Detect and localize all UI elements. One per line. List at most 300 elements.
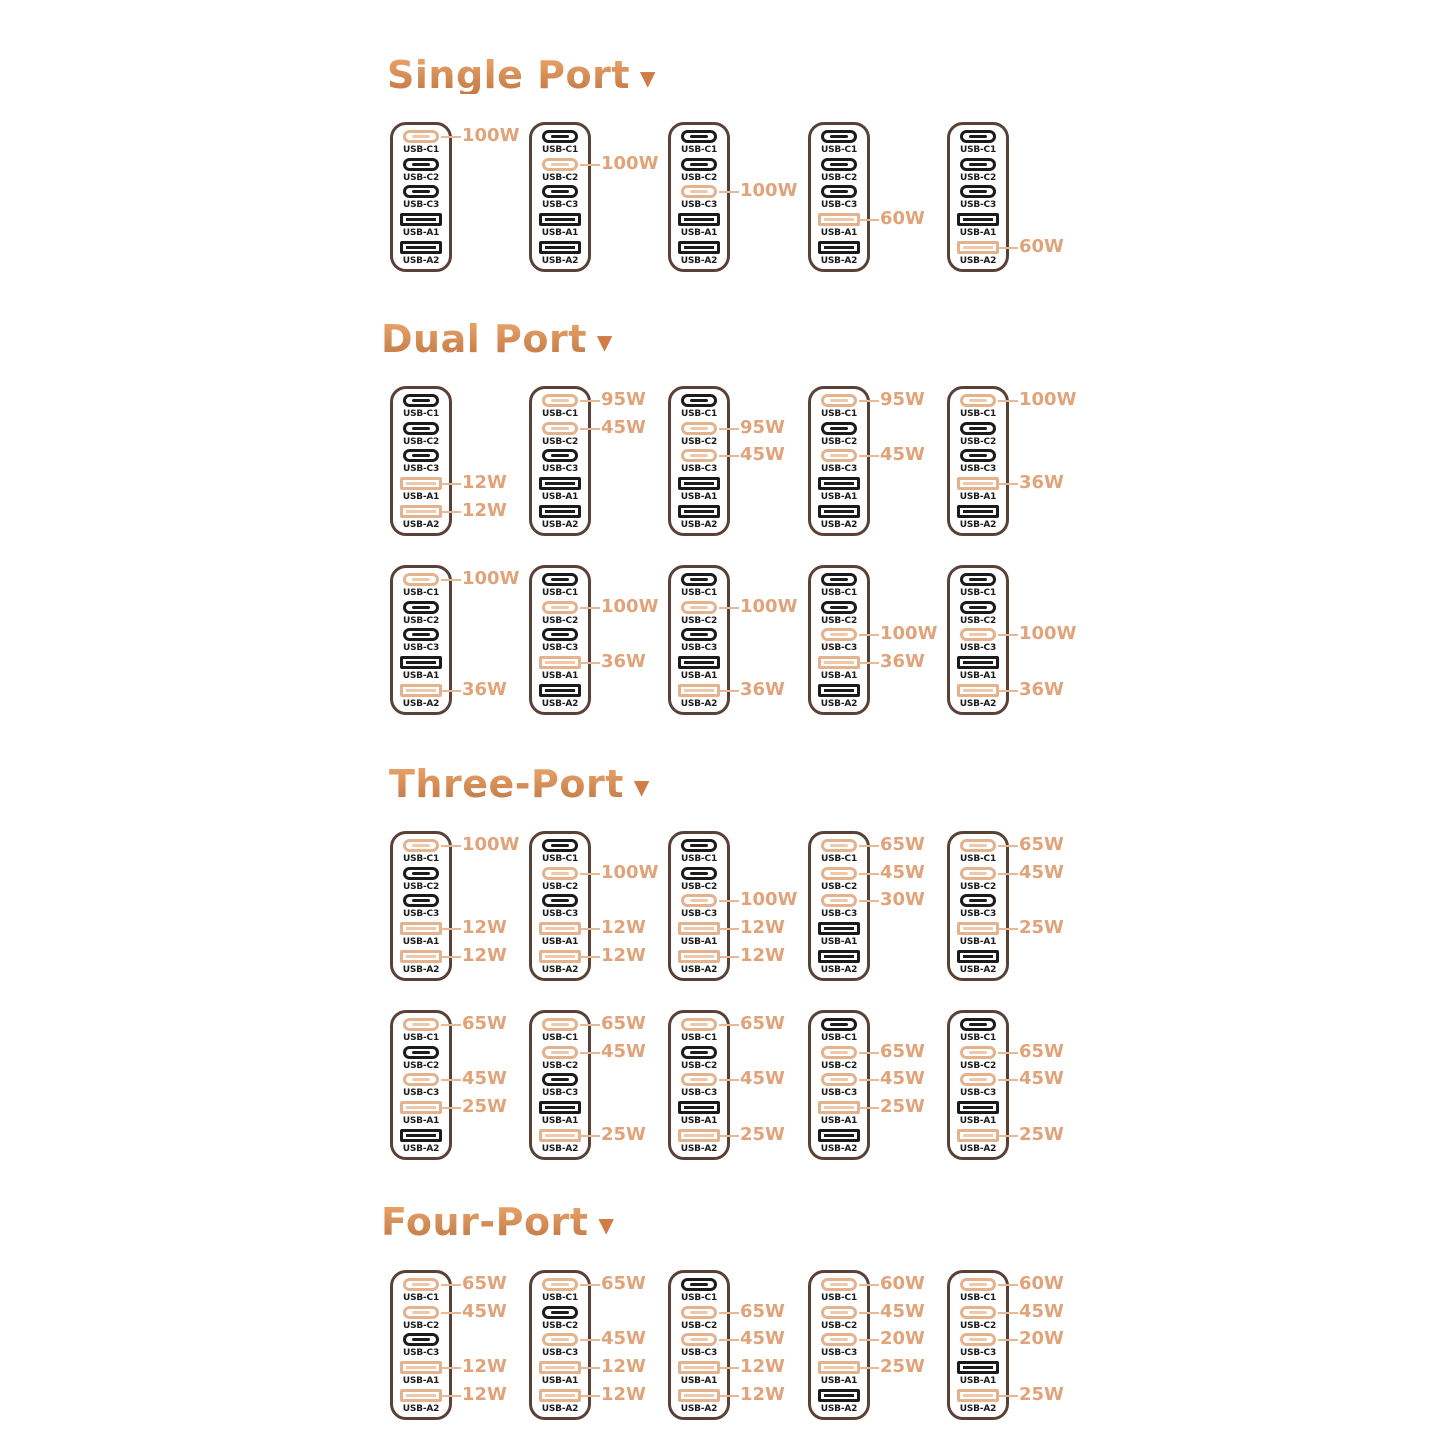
- usb-c-port-icon: [403, 1306, 439, 1319]
- usb-a-port-icon: [957, 1101, 999, 1114]
- port-usb-c1: [817, 572, 861, 600]
- port-usb-a2: [817, 1128, 861, 1156]
- port-label: USB-A2: [959, 699, 997, 709]
- port-usb-a1: [956, 212, 1000, 240]
- port-label: USB-A1: [820, 228, 858, 238]
- usb-a-port-icon: [678, 241, 720, 254]
- port-usb-a2: [956, 949, 1000, 977]
- port-usb-c1: [677, 838, 721, 866]
- usb-c-port-icon: [681, 1073, 717, 1086]
- leader-line: [580, 607, 600, 609]
- port-usb-a1: [956, 1360, 1000, 1388]
- port-usb-c1: [817, 1277, 861, 1305]
- leader-line: [998, 1312, 1018, 1314]
- usb-a-port-icon: [957, 505, 999, 518]
- port-usb-c1: [677, 1017, 721, 1045]
- port-usb-c3: [399, 184, 443, 212]
- port-label: USB-C1: [820, 1293, 858, 1303]
- charger-diagram: [529, 565, 591, 715]
- port-label: USB-A2: [541, 1144, 579, 1154]
- port-label: USB-C2: [680, 437, 718, 447]
- usb-a-port-icon: [957, 1129, 999, 1142]
- port-usb-c2: [677, 421, 721, 449]
- wattage-label: 12W: [740, 945, 785, 966]
- port-usb-a2: [538, 240, 582, 268]
- charger-diagram: [808, 1010, 870, 1160]
- port-usb-c3: [399, 448, 443, 476]
- port-usb-a2: [817, 683, 861, 711]
- port-label: USB-C3: [680, 200, 718, 210]
- port-usb-c3: [817, 893, 861, 921]
- port-label: USB-C3: [541, 643, 579, 653]
- leader-line: [580, 400, 600, 402]
- leader-line: [859, 900, 879, 902]
- port-usb-a1: [399, 212, 443, 240]
- leader-line: [719, 1079, 739, 1081]
- port-usb-c3: [677, 184, 721, 212]
- port-usb-a2: [399, 1388, 443, 1416]
- usb-c-port-icon: [821, 839, 857, 852]
- port-usb-a1: [399, 1360, 443, 1388]
- wattage-label: 45W: [601, 417, 646, 438]
- wattage-label: 65W: [462, 1013, 507, 1034]
- wattage-label: 30W: [880, 889, 925, 910]
- wattage-label: 25W: [740, 1124, 785, 1145]
- port-label: USB-C1: [959, 145, 997, 155]
- port-label: USB-A2: [402, 1144, 440, 1154]
- port-usb-c3: [677, 627, 721, 655]
- wattage-label: 12W: [601, 945, 646, 966]
- usb-a-port-icon: [539, 1129, 581, 1142]
- usb-a-port-icon: [957, 950, 999, 963]
- leader-line: [441, 1079, 461, 1081]
- usb-c-port-icon: [542, 130, 578, 143]
- port-usb-a1: [677, 1100, 721, 1128]
- charger-diagram: [390, 122, 452, 272]
- port-label: USB-C1: [820, 145, 858, 155]
- port-usb-a1: [817, 1360, 861, 1388]
- wattage-label: 36W: [740, 679, 785, 700]
- usb-a-port-icon: [539, 1101, 581, 1114]
- section-heading: [381, 1200, 615, 1244]
- port-usb-a1: [538, 655, 582, 683]
- usb-a-port-icon: [818, 477, 860, 490]
- port-usb-c2: [538, 421, 582, 449]
- port-label: USB-C2: [820, 1321, 858, 1331]
- usb-c-port-icon: [542, 1333, 578, 1346]
- port-label: USB-C1: [402, 1033, 440, 1043]
- port-label: USB-C3: [402, 643, 440, 653]
- wattage-label: 100W: [740, 889, 798, 910]
- port-usb-c1: [538, 393, 582, 421]
- port-label: USB-C3: [680, 1348, 718, 1358]
- port-usb-c3: [399, 1072, 443, 1100]
- leader-line: [719, 1024, 739, 1026]
- usb-c-port-icon: [821, 1073, 857, 1086]
- port-usb-c2: [956, 866, 1000, 894]
- leader-line: [998, 247, 1018, 249]
- port-usb-c3: [956, 627, 1000, 655]
- port-label: USB-C2: [959, 173, 997, 183]
- usb-c-port-icon: [960, 130, 996, 143]
- leader-line: [998, 1052, 1018, 1054]
- wattage-label: 65W: [1019, 1041, 1064, 1062]
- section-title: Dual Port: [381, 317, 587, 361]
- port-label: USB-C1: [541, 854, 579, 864]
- port-usb-a2: [817, 1388, 861, 1416]
- usb-c-port-icon: [681, 422, 717, 435]
- port-label: USB-C3: [959, 909, 997, 919]
- usb-c-port-icon: [403, 1073, 439, 1086]
- leader-line: [859, 400, 879, 402]
- wattage-label: 65W: [601, 1013, 646, 1034]
- leader-line: [998, 483, 1018, 485]
- usb-a-port-icon: [818, 1101, 860, 1114]
- charger-diagram: [808, 565, 870, 715]
- charger-diagram: [390, 1270, 452, 1420]
- usb-c-port-icon: [542, 867, 578, 880]
- wattage-label: 45W: [880, 444, 925, 465]
- charger-diagram: [668, 122, 730, 272]
- wattage-label: 12W: [740, 917, 785, 938]
- wattage-label: 45W: [601, 1328, 646, 1349]
- leader-line: [859, 634, 879, 636]
- usb-c-port-icon: [403, 628, 439, 641]
- port-label: USB-A1: [959, 492, 997, 502]
- port-label: USB-C2: [680, 616, 718, 626]
- port-label: USB-C3: [959, 200, 997, 210]
- port-label: USB-C1: [541, 1033, 579, 1043]
- port-usb-c1: [956, 838, 1000, 866]
- leader-line: [719, 1395, 739, 1397]
- triangle-down-icon: ▼: [596, 329, 613, 354]
- port-usb-c1: [677, 1277, 721, 1305]
- port-usb-c3: [956, 893, 1000, 921]
- leader-line: [719, 607, 739, 609]
- wattage-label: 12W: [462, 500, 507, 521]
- port-usb-a1: [677, 921, 721, 949]
- port-usb-c1: [399, 129, 443, 157]
- wattage-label: 36W: [880, 651, 925, 672]
- port-usb-c2: [677, 1305, 721, 1333]
- port-label: USB-A1: [959, 1116, 997, 1126]
- port-label: USB-C3: [680, 1088, 718, 1098]
- port-label: USB-A1: [680, 937, 718, 947]
- wattage-label: 45W: [462, 1301, 507, 1322]
- port-label: USB-A2: [959, 1144, 997, 1154]
- usb-a-port-icon: [678, 505, 720, 518]
- port-label: USB-C3: [541, 909, 579, 919]
- port-usb-a2: [399, 683, 443, 711]
- usb-c-port-icon: [403, 573, 439, 586]
- charger-diagram: [808, 831, 870, 981]
- usb-c-port-icon: [681, 158, 717, 171]
- leader-line: [859, 1312, 879, 1314]
- port-label: USB-A1: [959, 1376, 997, 1386]
- port-label: USB-C1: [959, 1293, 997, 1303]
- wattage-label: 25W: [880, 1096, 925, 1117]
- leader-line: [441, 1107, 461, 1109]
- port-usb-a2: [677, 683, 721, 711]
- port-label: USB-C2: [820, 437, 858, 447]
- usb-a-port-icon: [539, 922, 581, 935]
- port-label: USB-C3: [402, 200, 440, 210]
- leader-line: [859, 219, 879, 221]
- usb-c-port-icon: [542, 185, 578, 198]
- port-label: USB-A2: [541, 1404, 579, 1414]
- charger-diagram: [808, 1270, 870, 1420]
- port-label: USB-A2: [959, 520, 997, 530]
- charger-diagram: [529, 386, 591, 536]
- section-heading: [387, 53, 656, 97]
- leader-line: [580, 1284, 600, 1286]
- wattage-label: 65W: [880, 1041, 925, 1062]
- wattage-label: 65W: [1019, 834, 1064, 855]
- usb-a-port-icon: [678, 684, 720, 697]
- port-usb-c1: [399, 393, 443, 421]
- port-label: USB-C2: [680, 173, 718, 183]
- port-label: USB-C3: [402, 1348, 440, 1358]
- port-label: USB-A1: [402, 228, 440, 238]
- section-title: Four-Port: [381, 1200, 589, 1244]
- usb-a-port-icon: [818, 656, 860, 669]
- port-label: USB-C2: [541, 1321, 579, 1331]
- port-label: USB-A1: [541, 671, 579, 681]
- port-usb-c3: [817, 448, 861, 476]
- wattage-label: 100W: [462, 568, 520, 589]
- port-usb-c2: [399, 866, 443, 894]
- wattage-label: 45W: [1019, 862, 1064, 883]
- port-label: USB-A2: [959, 256, 997, 266]
- usb-c-port-icon: [403, 1018, 439, 1031]
- port-label: USB-A1: [820, 671, 858, 681]
- port-usb-c2: [538, 1045, 582, 1073]
- port-label: USB-A2: [959, 1404, 997, 1414]
- usb-c-port-icon: [403, 1278, 439, 1291]
- port-usb-c2: [677, 866, 721, 894]
- usb-a-port-icon: [539, 1389, 581, 1402]
- port-label: USB-A2: [680, 1144, 718, 1154]
- charger-diagram: [947, 1010, 1009, 1160]
- usb-c-port-icon: [542, 1306, 578, 1319]
- usb-c-port-icon: [681, 185, 717, 198]
- port-label: USB-C3: [402, 1088, 440, 1098]
- leader-line: [998, 1284, 1018, 1286]
- usb-c-port-icon: [403, 894, 439, 907]
- port-usb-c1: [956, 393, 1000, 421]
- leader-line: [719, 928, 739, 930]
- wattage-label: 45W: [462, 1068, 507, 1089]
- port-label: USB-C2: [402, 173, 440, 183]
- usb-c-port-icon: [960, 1306, 996, 1319]
- leader-line: [998, 400, 1018, 402]
- port-label: USB-C3: [820, 464, 858, 474]
- wattage-label: 36W: [1019, 472, 1064, 493]
- port-label: USB-C1: [541, 409, 579, 419]
- wattage-label: 12W: [462, 472, 507, 493]
- wattage-label: 12W: [601, 1384, 646, 1405]
- port-usb-c3: [677, 893, 721, 921]
- port-usb-c2: [956, 1305, 1000, 1333]
- usb-a-port-icon: [539, 684, 581, 697]
- port-usb-a1: [956, 476, 1000, 504]
- port-usb-c3: [956, 448, 1000, 476]
- leader-line: [580, 662, 600, 664]
- usb-c-port-icon: [821, 894, 857, 907]
- wattage-label: 25W: [1019, 1124, 1064, 1145]
- port-usb-c2: [817, 1045, 861, 1073]
- port-label: USB-A1: [402, 492, 440, 502]
- port-label: USB-C3: [959, 643, 997, 653]
- port-usb-c3: [399, 627, 443, 655]
- port-usb-c2: [399, 600, 443, 628]
- usb-a-port-icon: [539, 477, 581, 490]
- port-usb-a1: [817, 212, 861, 240]
- port-usb-a1: [817, 476, 861, 504]
- usb-c-port-icon: [960, 449, 996, 462]
- leader-line: [859, 845, 879, 847]
- port-usb-c1: [677, 393, 721, 421]
- usb-a-port-icon: [957, 1361, 999, 1374]
- leader-line: [719, 1135, 739, 1137]
- wattage-label: 25W: [1019, 1384, 1064, 1405]
- usb-a-port-icon: [678, 213, 720, 226]
- port-label: USB-C2: [402, 1061, 440, 1071]
- usb-a-port-icon: [678, 477, 720, 490]
- port-label: USB-A1: [820, 1376, 858, 1386]
- port-usb-c2: [956, 421, 1000, 449]
- usb-c-port-icon: [681, 601, 717, 614]
- leader-line: [441, 1395, 461, 1397]
- port-usb-a1: [399, 655, 443, 683]
- port-label: USB-A1: [541, 492, 579, 502]
- port-usb-a2: [399, 1128, 443, 1156]
- port-label: USB-C1: [680, 854, 718, 864]
- leader-line: [859, 873, 879, 875]
- wattage-label: 12W: [601, 1356, 646, 1377]
- wattage-label: 12W: [462, 917, 507, 938]
- leader-line: [998, 1135, 1018, 1137]
- wattage-label: 20W: [1019, 1328, 1064, 1349]
- port-label: USB-C2: [402, 437, 440, 447]
- port-label: USB-A1: [820, 1116, 858, 1126]
- port-usb-a2: [538, 504, 582, 532]
- usb-c-port-icon: [821, 1333, 857, 1346]
- wattage-label: 45W: [1019, 1068, 1064, 1089]
- port-label: USB-A2: [402, 520, 440, 530]
- port-label: USB-A2: [541, 699, 579, 709]
- leader-line: [441, 1367, 461, 1369]
- wattage-label: 36W: [1019, 679, 1064, 700]
- port-label: USB-C2: [820, 882, 858, 892]
- port-usb-c3: [538, 627, 582, 655]
- charger-diagram: [947, 1270, 1009, 1420]
- port-label: USB-C3: [820, 909, 858, 919]
- port-usb-a1: [677, 655, 721, 683]
- usb-c-port-icon: [821, 1046, 857, 1059]
- leader-line: [719, 428, 739, 430]
- leader-line: [998, 690, 1018, 692]
- usb-c-port-icon: [821, 449, 857, 462]
- usb-c-port-icon: [960, 1073, 996, 1086]
- port-usb-c3: [817, 1072, 861, 1100]
- charger-diagram: [947, 386, 1009, 536]
- port-label: USB-A1: [541, 228, 579, 238]
- wattage-label: 100W: [880, 623, 938, 644]
- leader-line: [719, 900, 739, 902]
- usb-c-port-icon: [542, 449, 578, 462]
- port-usb-c1: [956, 1277, 1000, 1305]
- port-label: USB-C2: [541, 173, 579, 183]
- port-usb-c3: [817, 184, 861, 212]
- usb-c-port-icon: [542, 1046, 578, 1059]
- port-usb-a1: [677, 212, 721, 240]
- wattage-label: 12W: [601, 917, 646, 938]
- usb-c-port-icon: [403, 449, 439, 462]
- usb-a-port-icon: [678, 656, 720, 669]
- triangle-down-icon: ▼: [640, 65, 656, 90]
- usb-c-port-icon: [821, 1306, 857, 1319]
- port-label: USB-C2: [820, 616, 858, 626]
- wattage-label: 12W: [740, 1384, 785, 1405]
- port-usb-c3: [399, 893, 443, 921]
- port-usb-c3: [817, 627, 861, 655]
- port-label: USB-A1: [680, 1116, 718, 1126]
- port-label: USB-C2: [680, 1061, 718, 1071]
- port-label: USB-A2: [402, 965, 440, 975]
- port-usb-c1: [677, 572, 721, 600]
- port-label: USB-C1: [959, 854, 997, 864]
- port-label: USB-C1: [959, 409, 997, 419]
- wattage-label: 45W: [880, 1301, 925, 1322]
- wattage-label: 65W: [740, 1013, 785, 1034]
- usb-a-port-icon: [400, 1129, 442, 1142]
- usb-c-port-icon: [403, 422, 439, 435]
- usb-a-port-icon: [818, 1129, 860, 1142]
- wattage-label: 60W: [1019, 236, 1064, 257]
- wattage-label: 12W: [462, 945, 507, 966]
- port-usb-c1: [956, 129, 1000, 157]
- wattage-label: 45W: [740, 1328, 785, 1349]
- leader-line: [719, 1367, 739, 1369]
- leader-line: [580, 428, 600, 430]
- port-usb-c3: [956, 184, 1000, 212]
- usb-c-port-icon: [681, 1306, 717, 1319]
- leader-line: [998, 845, 1018, 847]
- usb-c-port-icon: [960, 185, 996, 198]
- wattage-label: 12W: [462, 1384, 507, 1405]
- wattage-label: 45W: [601, 1041, 646, 1062]
- port-usb-a2: [956, 683, 1000, 711]
- usb-c-port-icon: [821, 867, 857, 880]
- usb-a-port-icon: [818, 1389, 860, 1402]
- usb-a-port-icon: [818, 922, 860, 935]
- usb-a-port-icon: [818, 1361, 860, 1374]
- charger-diagram: [947, 831, 1009, 981]
- usb-a-port-icon: [678, 1129, 720, 1142]
- port-usb-a1: [956, 655, 1000, 683]
- leader-line: [580, 1135, 600, 1137]
- usb-a-port-icon: [957, 656, 999, 669]
- leader-line: [998, 1339, 1018, 1341]
- port-label: USB-C2: [820, 1061, 858, 1071]
- leader-line: [580, 1339, 600, 1341]
- usb-a-port-icon: [400, 950, 442, 963]
- usb-c-port-icon: [960, 1046, 996, 1059]
- leader-line: [580, 928, 600, 930]
- port-usb-c2: [956, 1045, 1000, 1073]
- leader-line: [719, 1339, 739, 1341]
